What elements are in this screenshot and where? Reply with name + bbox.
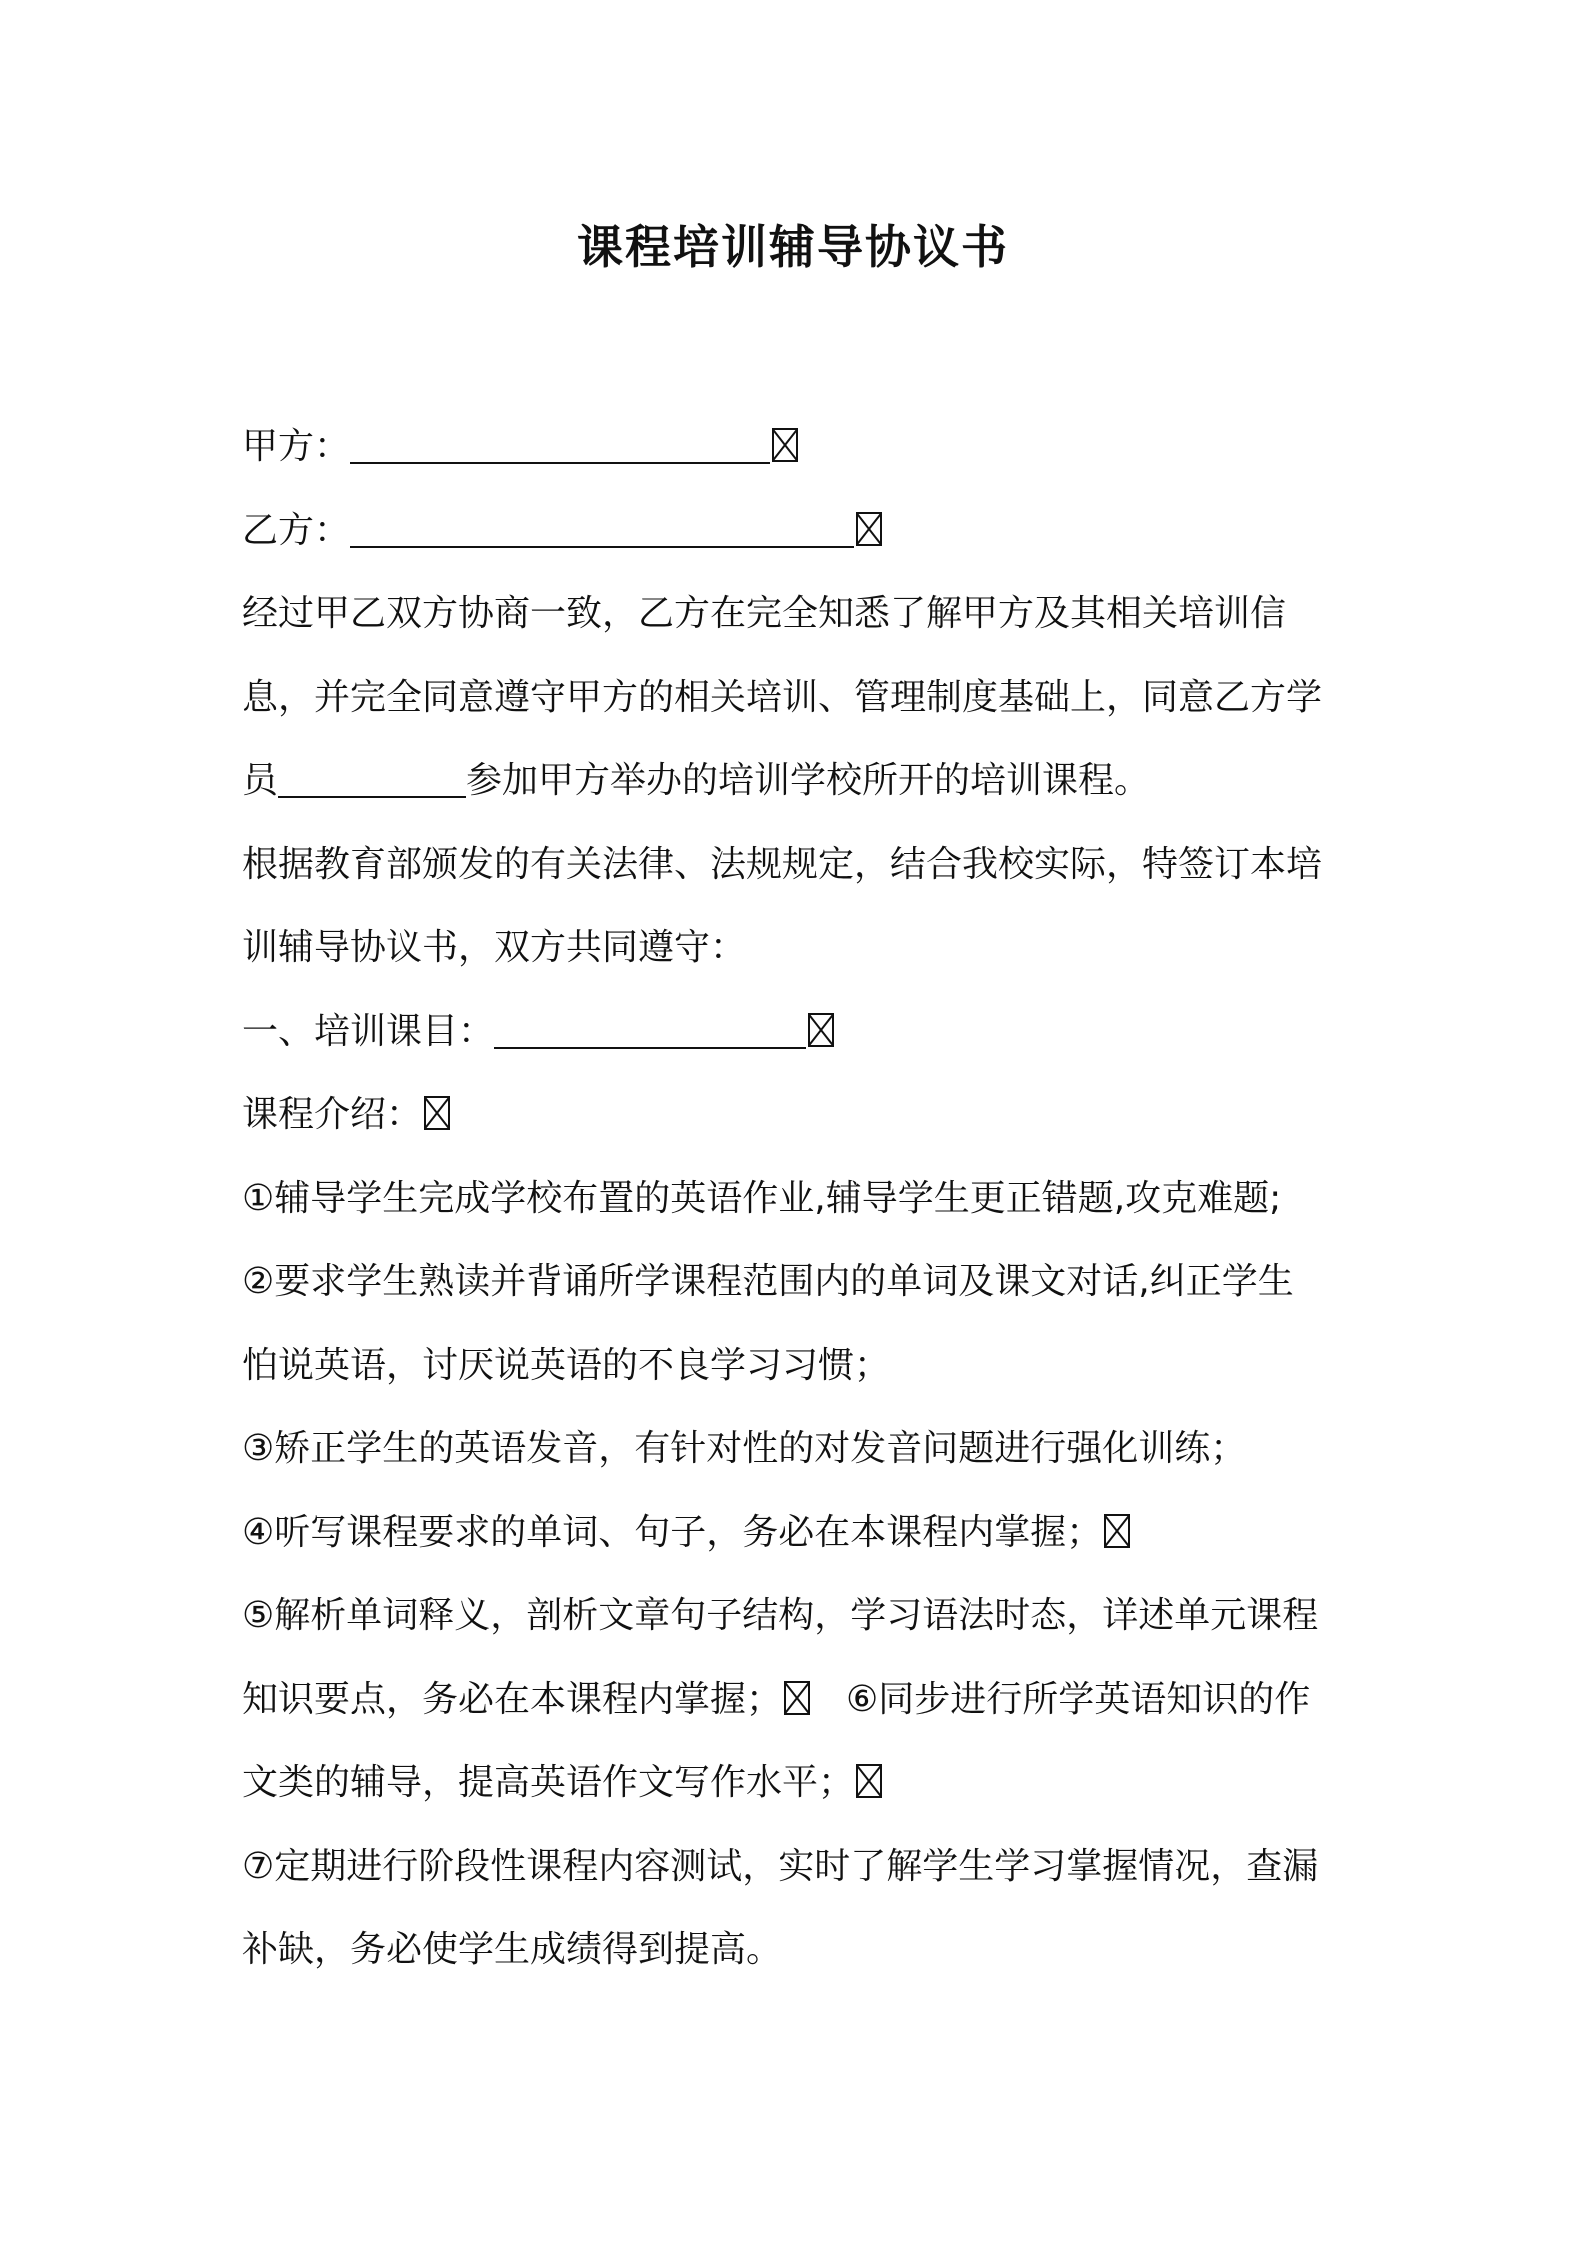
item-2-line-1: ②要求学生熟读并背诵所学课程范围内的单词及课文对话,纠正学生 [242, 1261, 1294, 1302]
party-a-label: 甲方： [242, 426, 351, 467]
missing-glyph-box [772, 428, 798, 462]
party-b-line [242, 489, 1362, 573]
student-name-blank [278, 750, 466, 798]
item-7-line-1: ⑦定期进行阶段性课程内容测试，实时了解学生学习掌握情况，查漏 [242, 1845, 1319, 1887]
missing-glyph-box [784, 1681, 810, 1715]
section-1-line [242, 990, 1362, 1074]
missing-glyph-box [424, 1096, 450, 1130]
item-5-line-2 [242, 1658, 1362, 1742]
intro-line-1: 经过甲乙双方协商一致，乙方在完全知悉了解甲方及其相关培训信 [242, 593, 1287, 634]
item-5-line-1: ⑤解析单词释义，剖析文章句子结构，学习语法时态，详述单元课程 [242, 1595, 1319, 1636]
missing-glyph-box [856, 1764, 882, 1798]
section-1-label: 一、培训课目： [242, 1010, 495, 1052]
item-5-line-2-text: 知识要点，务必在本课程内掌握； [242, 1678, 783, 1720]
missing-glyph-box [856, 512, 882, 546]
party-a-blank [350, 416, 770, 464]
item-1: ①辅导学生完成学校布置的英语作业,辅导学生更正错题,攻克难题; [242, 1177, 1282, 1219]
item-3: ③矫正学生的英语发音，有针对性的对发音问题进行强化训练； [242, 1428, 1247, 1469]
intro-line-2: 息，并完全同意遵守甲方的相关培训、管理制度基础上，同意乙方学 [242, 676, 1323, 718]
document-title: 课程培训辅导协议书 [577, 220, 1009, 274]
party-b-label: 乙方： [242, 509, 351, 551]
item-6-line-1: ⑥同步进行所学英语知识的作 [846, 1678, 1311, 1720]
intro-line-3-prefix: 员 [242, 760, 279, 801]
item-4-line [242, 1491, 1362, 1575]
document-body [242, 405, 1362, 1992]
basis-line-2: 训辅导协议书，双方共同遵守： [242, 927, 747, 968]
course-intro-label: 课程介绍： [242, 1094, 423, 1135]
item-7-line-2: 补缺，务必使学生成绩得到提高。 [242, 1929, 783, 1970]
intro-line-3 [242, 739, 1362, 823]
item-4: ④听写课程要求的单词、句子，务必在本课程内掌握； [242, 1511, 1103, 1553]
item-6-line-2: 文类的辅导，提高英语作文写作水平； [242, 1762, 855, 1803]
party-a-line [242, 405, 1362, 489]
intro-line-3-suffix: 参加甲方举办的培训学校所开的培训课程。 [466, 760, 1151, 801]
course-intro-line [242, 1073, 1362, 1157]
party-b-blank [350, 500, 854, 548]
basis-line-1: 根据教育部颁发的有关法律、法规规定，结合我校实际，特签订本培 [242, 843, 1323, 885]
missing-glyph-box [1104, 1514, 1130, 1548]
missing-glyph-box [808, 1013, 834, 1047]
course-subject-blank [494, 1001, 806, 1049]
item-2-line-2: 怕说英语，讨厌说英语的不良学习习惯； [242, 1344, 891, 1386]
item-6-line-2-line [242, 1741, 1362, 1825]
